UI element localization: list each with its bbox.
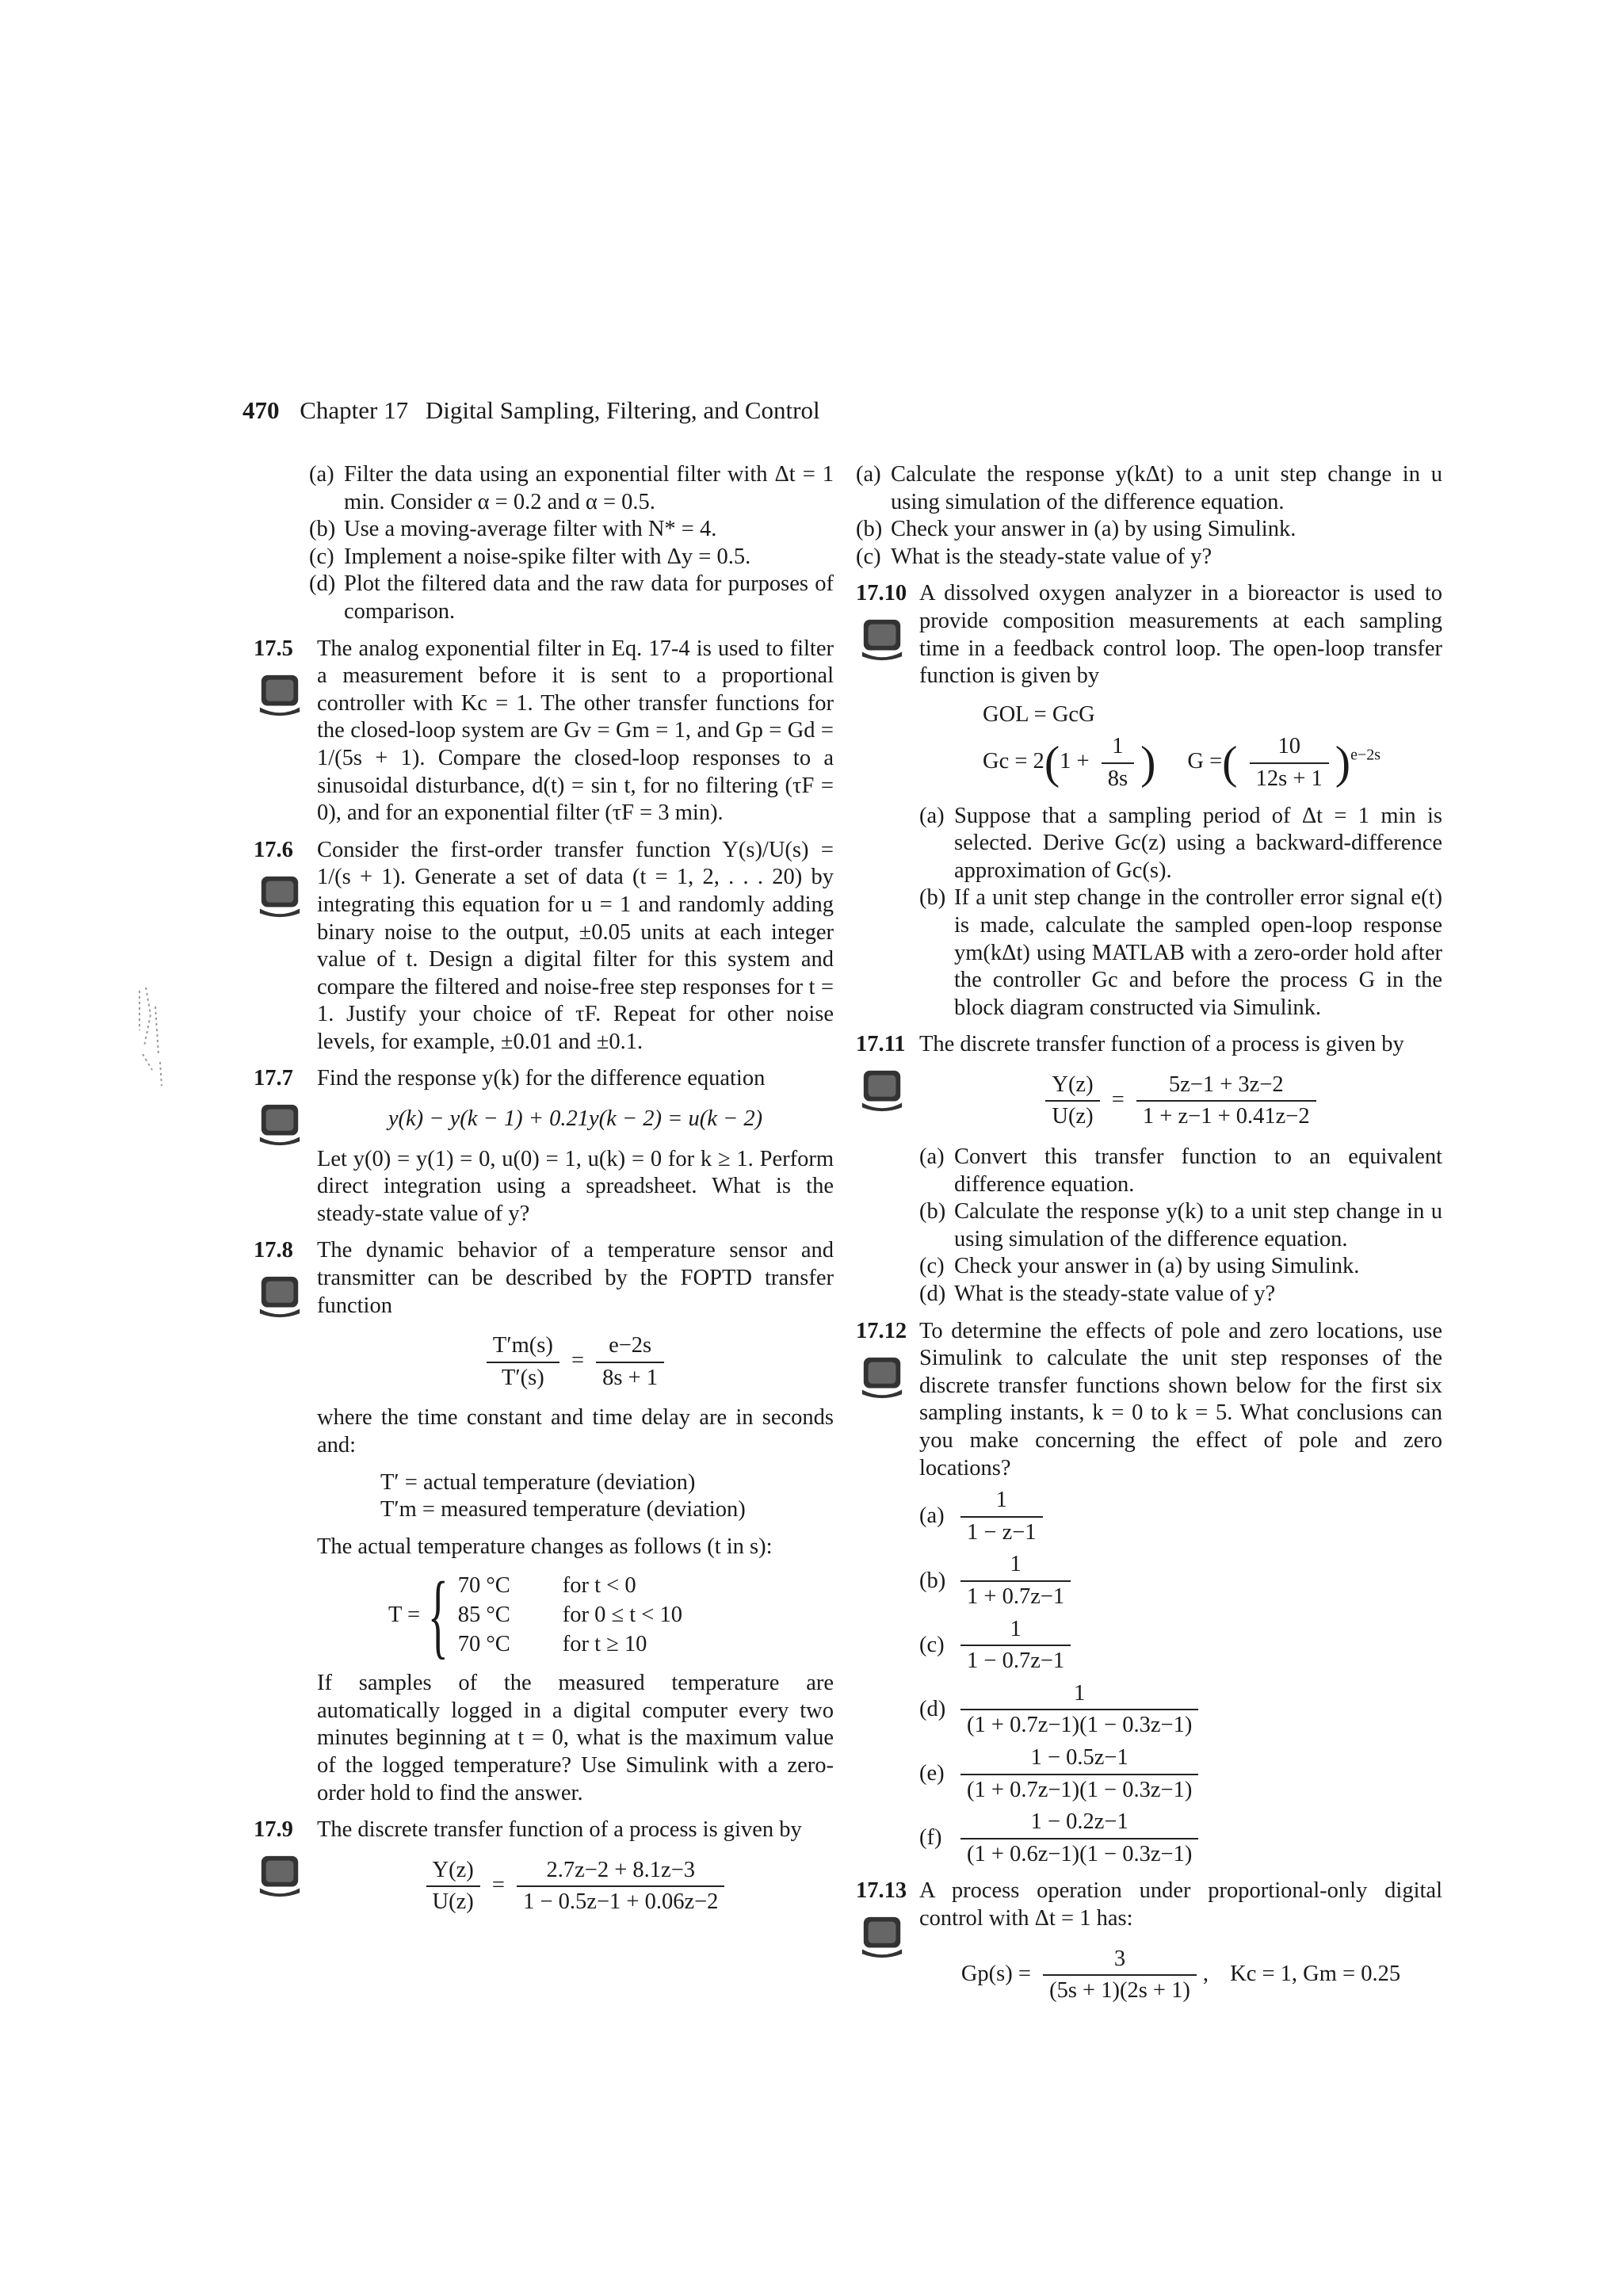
problem-17-12: 17.12 To determine the effects of pole and zero locations, use Simulink to calculate the unit step responses of the discrete transfer functions shown below for the first six sampling instants, k = 0 to k = 5. What conclusions can you make concerning the effect of pole and zero locations? (a) $\frac{1}{1 - z-1}$ (b) $\frac{1}{1 + 0.7z-1}$ (c) $\frac{1}{1 - 0.7z-1}$ (d) $\frac{1}{(1 + 0.7z-1)(1 - 0.3z-1)}$ (e) $\frac{1 - 0.5z-1}{(1 + 0.7z-1)(1 - 0.3z-1)}$ (f) $\frac{1 - 0.2z-1}{(1 + 0.6z-1)(1 - 0.3z-1)}$ — [856, 1318, 1442, 1869]
computer-icon — [257, 1274, 303, 1320]
margin-scribble — [135, 983, 166, 1094]
computer-icon — [257, 672, 303, 718]
computer-icon — [859, 1914, 905, 1960]
controller-and-process-tf: Gc = 2(1 + $\frac{1}{8s}$ ) G =( $\frac{10}{12s + 1}$ )$^{e-2s}$ — [983, 734, 1381, 791]
list-item: (d) $\frac{1}{(1 + 0.7z-1)(1 - 0.3z-1)}$ — [919, 1680, 1442, 1740]
problem-17-6: 17.6 Consider the first-order transfer function Y(s)/U(s) = 1/(s + 1). Generate a set of data (t = 1, 2, . . . 20) by integrating this equation for u = 1 and randomly adding binary noise to the output, ±0.05 units at each integer value of t. Design a digital filter for this system and compare the filtered and noise-free step responses for t = 1. Justify your choice of τF. Repeat for other noise levels, for example, ±0.01 and ±0.1. — [254, 837, 834, 1054]
list-item: (c) What is the steady-state value of y? — [856, 544, 1212, 569]
discrete-transfer-function: $\frac{Y(z)}{U(z)}$ = $\frac{5z-1 + 3z-2}{1 + z-1 + 0.41z-2}$ — [919, 1072, 1442, 1131]
problem-number: 17.11 — [856, 1032, 906, 1057]
problem-number: 17.10 — [856, 581, 907, 606]
right-column — [856, 461, 1442, 2018]
list-item: (b) Use a moving-average filter with N* = 4. — [309, 517, 717, 542]
list-item: (b) $\frac{1}{1 + 0.7z-1}$ — [919, 1551, 1442, 1610]
chapter-title: Digital Sampling, Filtering, and Control — [425, 396, 820, 424]
open-loop-tf: GOL = GcG — [983, 701, 1095, 727]
problem-number: 17.12 — [856, 1318, 907, 1343]
list-item: (d) Plot the filtered data and the raw data for purposes of comparison. — [309, 571, 834, 624]
problem-number: 17.6 — [254, 837, 293, 862]
computer-icon — [257, 1853, 303, 1899]
list-item: (d) What is the steady-state value of y? — [919, 1282, 1276, 1307]
list-item: (e) $\frac{1 - 0.5z-1}{(1 + 0.7z-1)(1 - 0.3z-1)}$ — [919, 1744, 1442, 1804]
problem-number: 17.13 — [856, 1878, 907, 1904]
transfer-function-list — [919, 1487, 1442, 1868]
computer-icon — [257, 873, 303, 919]
list-item: (c) Check your answer in (a) by using Simulink. — [919, 1254, 1360, 1279]
list-item: (a) Suppose that a sampling period of Δt = 1 min is selected. Derive Gc(z) using a backward-difference approximation of Gc(s). — [919, 803, 1442, 883]
list-item: (a) Convert this transfer function to an equivalent difference equation. — [919, 1144, 1442, 1197]
computer-icon — [859, 1354, 905, 1400]
list-item: (a) Filter the data using an exponential filter with Δt = 1 min. Consider α = 0.2 and α = 0.5. — [309, 462, 834, 514]
problem-number: 17.8 — [254, 1238, 293, 1263]
continued-items — [856, 461, 1442, 571]
problem-17-13: 17.13 A process operation under proportional-only digital control with Δt = 1 has: Gp(s) = $\frac{3}{(5s + 1)(2s + 1)}$ , Kc = 1, Gm = 0.25 — [856, 1878, 1442, 2004]
problem-number: 17.5 — [254, 636, 293, 661]
problem-number: 17.7 — [254, 1066, 293, 1091]
problem-17-5: 17.5 The analog exponential filter in Eq. 17-4 is used to filter a measurement before it is sent to a proportional controller with Kc = 1. The other transfer functions for the closed-loop system are Gv = Gm = 1, and Gp = Gd = 1/(5s + 1). Compare the closed-loop responses to a sinusoidal disturbance, d(t) = sin t, for no filtering (τF = 0), and for an exponential filter (τF = 3 min). — [254, 636, 834, 826]
list-item: (c) Implement a noise-spike filter with Δy = 0.5. — [309, 544, 751, 569]
list-item: (b) If a unit step change in the controller error signal e(t) is made, calculate the sampled open-loop response ym(kΔt) using MATLAB with a zero-order hold after the controller Gc and before the process G in the block diagram constructed via Simulink. — [919, 885, 1442, 1020]
left-column — [254, 461, 834, 1929]
list-item: (a) $\frac{1}{1 - z-1}$ — [919, 1487, 1442, 1546]
problem-17-10: 17.10 A dissolved oxygen analyzer in a bioreactor is used to provide composition measurements at each sampling time in a feedback control loop. The open-loop transfer function is given by GOL = GcG Gc = 2(1 + $\frac{1}{8s}$ ) G =( $\frac{10}{12s + 1}$ )$^{e-2s}$ (a) Suppose that a sampling period of Δt = 1 min is selected. Derive Gc(z) using a backward-difference approximation of Gc(s). (b) If a unit step change in the controller error signal e(t) is made, calculate the sampled open-loop response ym(kΔt) using MATLAB with a zero-order hold after the controller Gc and before the process G in the block diagram constructed via Simulink. — [856, 580, 1442, 1022]
chapter-label: Chapter 17 — [300, 396, 409, 424]
list-item: (f) $\frac{1 - 0.2z-1}{(1 + 0.6z-1)(1 - 0.3z-1)}$ — [919, 1809, 1442, 1868]
computer-icon — [859, 617, 905, 663]
problem-number: 17.9 — [254, 1817, 293, 1843]
list-item: (b) Check your answer in (a) by using Simulink. — [856, 517, 1296, 542]
page-number: 470 — [242, 396, 280, 424]
list-item: (b) Calculate the response y(k) to a unit step change in u using simulation of the difference equation. — [919, 1199, 1442, 1251]
list-item: (a) Calculate the response y(kΔt) to a unit step change in u using simulation of the difference equation. — [856, 462, 1442, 514]
problem-17-9: 17.9 The discrete transfer function of a process is given by $\frac{Y(z)}{U(z)}$ = $\frac{2.7z-2 + 8.1z-3}{1 - 0.5z-1 + 0.06z-2}$ — [254, 1817, 834, 1916]
computer-icon — [257, 1102, 303, 1148]
difference-equation: y(k) − y(k − 1) + 0.21y(k − 2) = u(k − 2) — [388, 1106, 763, 1132]
process-transfer-function: Gp(s) = $\frac{3}{(5s + 1)(2s + 1)}$ , Kc = 1, Gm = 0.25 — [960, 1946, 1401, 2004]
problem-17-8: 17.8 The dynamic behavior of a temperature sensor and transmitter can be described by the FOPTD transfer function $\frac{T'm(s)}{T'(s)}$ = $\frac{e-2s}{8s + 1}$ where the time constant and time delay are in seconds and: T′ = actual temperature (deviation) T′m = measured temperature (deviation) The actual temperature changes as follows (t in s): T = { 70 °C for t < 0 85 °C for 0 ≤ t < 10 70 °C for t ≥ 10 If samples of the measured temperature are automatically logged in a digital computer every two minutes beginning at t = 0, what is the maximum value of the logged temperature? Use Simulink with a zero-order hold to find the answer. — [254, 1238, 834, 1805]
problem-17-7: 17.7 Find the response y(k) for the difference equation y(k) − y(k − 1) + 0.21y(k − 2) = u(k − 2) Let y(0) = y(1) = 0, u(0) = 1, u(k) = 0 for k ≥ 1. Perform direct integration using a spreadsheet. What is the steady-state value of y? — [254, 1066, 834, 1226]
list-item: (c) $\frac{1}{1 - 0.7z-1}$ — [919, 1616, 1442, 1675]
continued-items — [309, 461, 834, 626]
page-header — [242, 396, 820, 425]
definitions: T′ = actual temperature (deviation) T′m = measured temperature (deviation) — [380, 1469, 746, 1522]
computer-icon — [859, 1068, 905, 1114]
discrete-transfer-function: $\frac{Y(z)}{U(z)}$ = $\frac{2.7z-2 + 8.1z-3}{1 - 0.5z-1 + 0.06z-2}$ — [317, 1857, 834, 1916]
problem-17-11: 17.11 The discrete transfer function of a process is given by $\frac{Y(z)}{U(z)}$ = $\frac{5z-1 + 3z-2}{1 + z-1 + 0.41z-2}$ (a) Convert this transfer function to an equivalent difference equation. (b) Calculate the response y(k) to a unit step change in u using simulation of the difference equation. (c) Check your answer in (a) by using Simulink. (d) What is the steady-state value of y? — [856, 1031, 1442, 1308]
foptd-transfer-function: $\frac{T'm(s)}{T'(s)}$ = $\frac{e-2s}{8s + 1}$ — [317, 1332, 834, 1392]
piecewise-temperature: T = { 70 °C for t < 0 85 °C for 0 ≤ t < 10 70 °C for t ≥ 10 — [388, 1562, 682, 1668]
